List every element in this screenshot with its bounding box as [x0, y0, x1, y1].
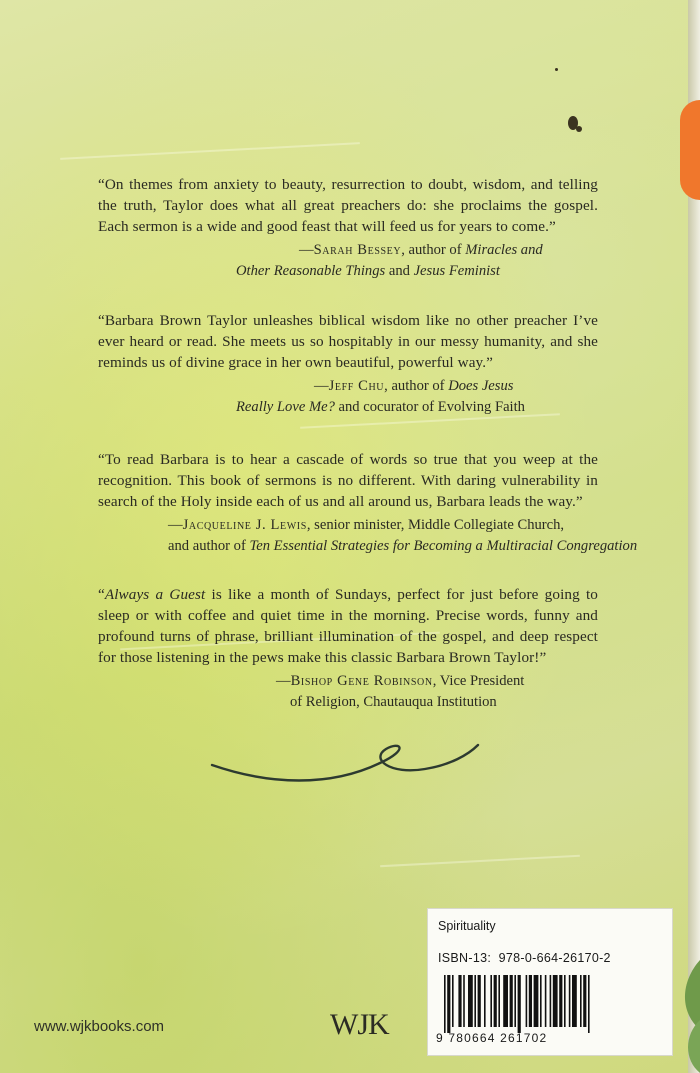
barcode-bar	[484, 975, 486, 1027]
endorsement-quote-4: “Always a Guest is like a month of Sundays, perfect for just before going to sleep or with coffee and quiet time in the morning. Precise words, funny and profound turns of phrase, brilliant illumination of the gospel, and deep respect for those listening in the pews make this classic Barbara Brown Taylor!”	[98, 586, 598, 666]
barcode-digits: 9 780664 261702	[436, 1031, 548, 1045]
endorsement-attribution-3: —Jacqueline J. Lewis, senior minister, Middle Collegiate Church,	[168, 517, 565, 533]
quote-text: “To read Barbara is to hear a cascade of words so true that you weep at the recognition. This book of sermons is no different. With daring vulnerability in search of the Holy inside each of us and all around us, Barbara leads the way.”	[98, 451, 598, 510]
barcode-bar	[550, 975, 552, 1027]
barcode-bar	[503, 975, 508, 1027]
author-name: Sarah Bessey	[313, 242, 402, 258]
barcode-bar	[540, 975, 542, 1027]
quote-text: is like a month of Sundays, perfect for just before going to sleep or with coffee and quiet time in the morning. Precise words, funny and profound turns of phrase, brilliant illumination of the gospel, and deep respect for those listening in the pews make this classic Barbara Brown Taylor!”	[98, 586, 598, 666]
author-name: Jacqueline J. Lewis	[182, 517, 307, 533]
author-name: Jeff Chu	[328, 378, 385, 394]
barcode-bar	[564, 975, 566, 1027]
quote-text: “On themes from anxiety to beauty, resurrection to doubt, wisdom, and telling the truth, Taylor does what all great preachers do: she proclaims the gospel. Each sermon is a wide and good feast that will feed us for years to come.”	[98, 176, 598, 235]
barcode-bar	[518, 975, 521, 1033]
barcode-bar	[588, 975, 590, 1033]
barcode-graphic	[444, 975, 654, 1033]
barcode-bar	[526, 975, 528, 1027]
barcode-bar	[490, 975, 492, 1027]
quote-text: “Barbara Brown Taylor unleashes biblical wisdom like no other preacher I’ve ever heard or read. She meets us so hospitably in our messy humanity, and she reminds us of divine grace in her own beautiful, powerful way.”	[98, 312, 598, 371]
barcode-bar	[569, 975, 571, 1027]
endorsement-attribution-3-line2: and author of Ten Essential Strategies for Becoming a Multiracial Congregation	[168, 538, 638, 554]
barcode-bar	[452, 975, 454, 1027]
endorsement-attribution-4: —Bishop Gene Robinson, Vice President	[276, 673, 525, 689]
barcode-bar	[494, 975, 497, 1027]
barcode-bar	[583, 975, 586, 1027]
barcode-bar	[545, 975, 547, 1027]
decorative-swirl-ornament	[210, 735, 480, 795]
endorsement-quote-2	[98, 310, 598, 373]
barcode-bar	[447, 975, 450, 1033]
publisher-website: www.wjkbooks.com	[34, 1018, 165, 1035]
barcode-bar	[572, 975, 577, 1027]
orange-spine-tab	[680, 100, 700, 200]
book-title: Always a Guest	[104, 586, 206, 603]
barcode-bar	[444, 975, 446, 1033]
barcode-bar	[463, 975, 465, 1027]
barcode-bar	[510, 975, 513, 1027]
barcode-bar	[478, 975, 481, 1027]
barcode-bar	[498, 975, 500, 1027]
endorsement-attribution-2: —Jeff Chu, author of Does Jesus Really Love Me? and cocurator of Evolving Faith	[236, 378, 525, 415]
author-name: Bishop Gene Robinson	[290, 673, 433, 689]
book-title: Miracles and Other Reasonable Things	[236, 242, 543, 279]
endorsement-attribution-1: —Sarah Bessey, author of Miracles and Other Reasonable Things and Jesus Feminist	[236, 242, 543, 279]
stain-speck	[555, 68, 558, 71]
barcode-bar	[474, 975, 476, 1027]
endorsement-quote-3	[98, 449, 598, 512]
isbn-text: ISBN-13: 978-0-664-26170-2	[438, 951, 611, 965]
barcode-bar	[458, 975, 461, 1027]
publisher-logo: WJK	[330, 1008, 389, 1041]
stain-speck	[576, 126, 582, 132]
barcode-bar	[468, 975, 473, 1027]
endorsement-quote-1	[98, 174, 598, 237]
leaf-decoration	[670, 950, 700, 1073]
category-label: Spirituality	[438, 919, 496, 933]
endorsement-attribution-4-line2: of Religion, Chautauqua Institution	[290, 694, 497, 710]
isbn-barcode-label	[427, 908, 673, 1056]
barcode-bar	[559, 975, 562, 1027]
book-title: Ten Essential Strategies for Becoming a Multiracial Congregation	[249, 538, 638, 554]
barcode-bar	[529, 975, 532, 1027]
barcode-bar	[580, 975, 582, 1027]
barcode-bar	[534, 975, 539, 1027]
barcode-bar	[514, 975, 516, 1027]
book-title: Does Jesus Really Love Me?	[236, 378, 514, 415]
book-title: Jesus Feminist	[413, 263, 500, 279]
barcode-bar	[553, 975, 558, 1027]
